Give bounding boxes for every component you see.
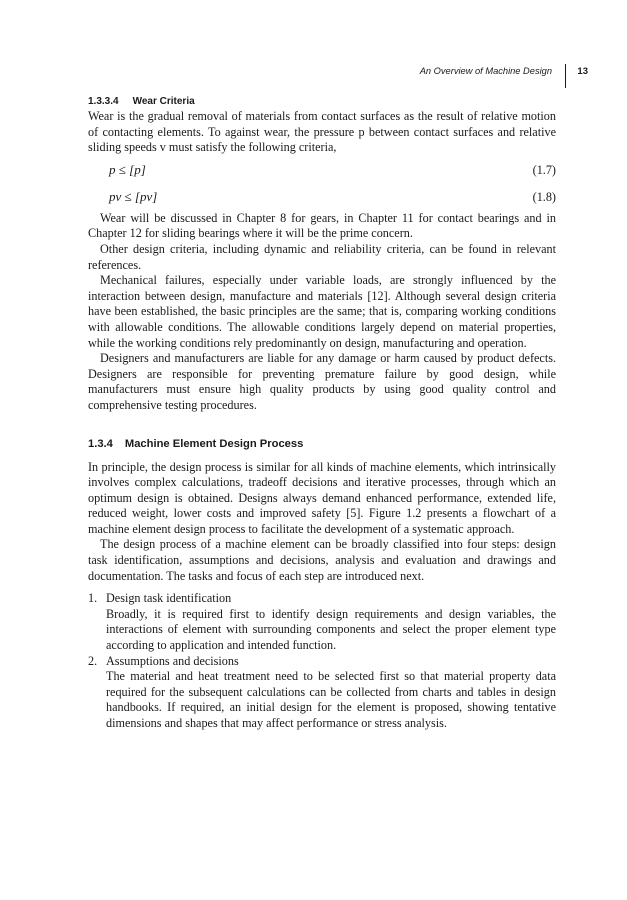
page-number: 13 <box>577 66 588 77</box>
list-item-body: Broadly, it is required first to identify design requirements and design variables, the interactions of element with surrounding components and select the proper element type according to application and intended function. <box>106 606 556 653</box>
equation-1-8 <box>88 184 556 210</box>
running-header <box>300 64 614 86</box>
header-divider <box>565 64 566 88</box>
paragraph: Designers and manufacturers are liable for any damage or harm caused by product defects. Designers are responsible for preventing premature failure by good design, while manufacturers must ensure high quality products by using good quality control and comprehensive testing procedures. <box>88 351 556 412</box>
subsection-heading-wear <box>88 94 556 109</box>
section-heading-design-process <box>88 436 556 452</box>
subsection-title: Wear Criteria <box>132 96 195 107</box>
paragraph: Mechanical failures, especially under variable loads, are strongly influenced by the interaction between design, manufacture and materials [12]. Although several design criteria have been established, the basic principles are the same; that is, comparing working conditions with allowable conditions. The allowable conditions largely depend on material properties, while the working conditions rely predominantly on design, manufacturing and operation. <box>88 273 556 350</box>
section-number: 1.3.4 <box>88 437 113 450</box>
equation-label: (1.7) <box>532 162 556 177</box>
list-item-label: Assumptions and decisions <box>106 653 239 668</box>
equation-expression: p ≤ [p] <box>109 161 146 177</box>
page-body <box>88 94 556 732</box>
paragraph: Wear will be discussed in Chapter 8 for gears, in Chapter 11 for contact bearings and in Chapter 12 for sliding bearings where it will be the prime concern. <box>88 210 556 241</box>
list-item-title <box>88 654 556 670</box>
paragraph: The design process of a machine element can be broadly classified into four steps: design task identification, assumptions and decisions, analysis and evaluation and drawings and documentation. The tasks and focus of each step are introduced next. <box>88 537 556 583</box>
paragraph: Other design criteria, including dynamic and reliability criteria, can be found in relevant references. <box>88 241 556 272</box>
section-title: Machine Element Design Process <box>124 437 304 450</box>
subsection-number: 1.3.3.4 <box>88 96 119 107</box>
list-item-number: 2. <box>88 653 98 668</box>
list-item-body: The material and heat treatment need to be selected first so that material property data required for the subsequent calculations can be collected from charts and tables in design handbooks. If required, an initial design for the element is proposed, showing tentative dimensions and shapes that may affect performance or stress analysis. <box>106 669 556 730</box>
list-item-title <box>88 591 556 607</box>
list-item-label: Design task identification <box>106 591 232 606</box>
list-item-number: 1. <box>88 591 98 606</box>
equation-label: (1.8) <box>532 189 556 204</box>
equation-expression: pv ≤ [pv] <box>109 188 158 204</box>
equation-1-7 <box>88 157 556 183</box>
running-title: An Overview of Machine Design <box>419 66 552 76</box>
design-steps-list <box>88 591 556 731</box>
paragraph: In principle, the design process is similar for all kinds of machine elements, which intrinsically involves complex calculations, tradeoff decisions and iterative processes, through which an optimum design is obtained. Designs always demand enhanced performance, extended life, reduced weight, lower costs and improved safety [5]. Figure 1.2 presents a flowchart of a machine element design process to facilitate the development of a systematic approach. <box>88 459 556 536</box>
paragraph: Wear is the gradual removal of materials from contact surfaces as the result of relative motion of contacting elements. To against wear, the pressure p between contact surfaces and relative sliding speeds v must satisfy the following criteria, <box>88 109 556 155</box>
